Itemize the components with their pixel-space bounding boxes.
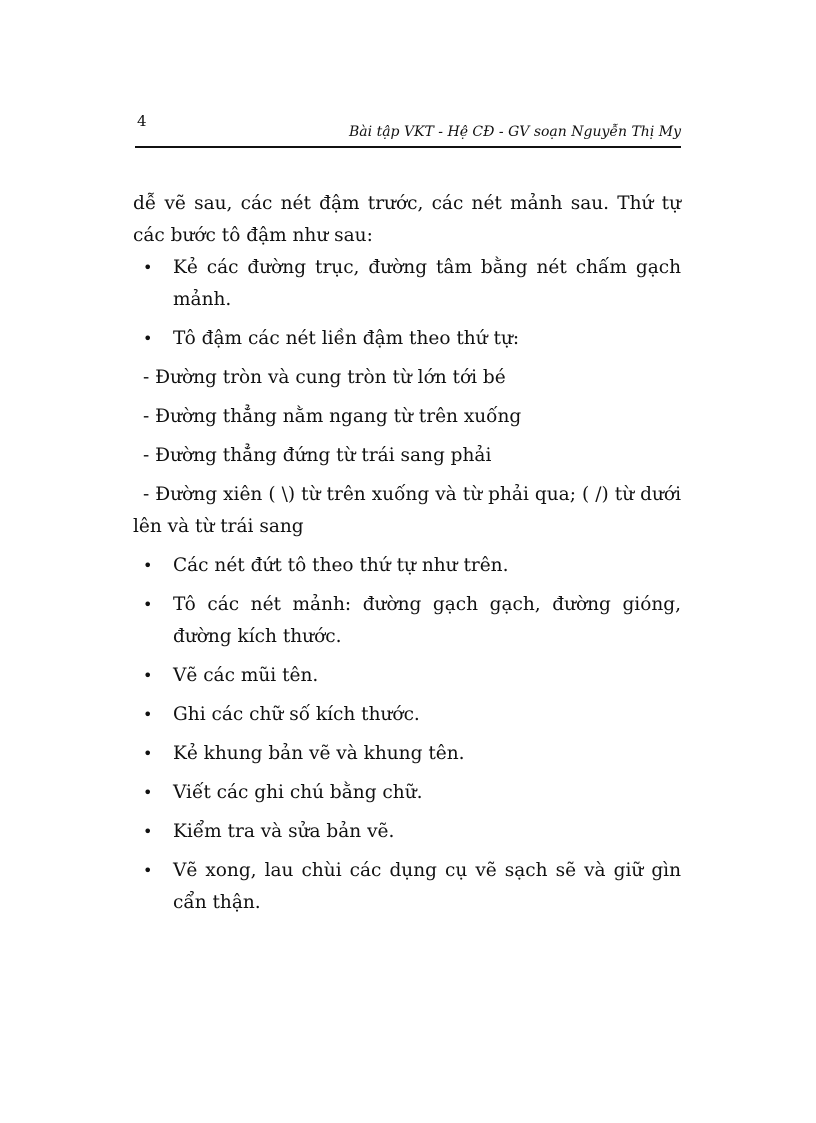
dash-item: - Đường tròn và cung tròn từ lớn tới bé	[143, 367, 506, 388]
bullet-item	[133, 550, 681, 582]
dash-item: - Đường xiên ( \) từ trên xuống và từ phải qua; ( /) từ dưới lên và từ trái sang	[133, 484, 681, 537]
bullet-text: Kiểm tra và sửa bản vẽ.	[173, 821, 395, 842]
bullet-text: Vẽ xong, lau chùi các dụng cụ vẽ sạch sẽ và giữ gìn cẩn thận.	[173, 860, 681, 913]
bullet-icon: •	[143, 258, 153, 277]
bullet-text: Kẻ các đường trục, đường tâm bằng nét chấm gạch mảnh.	[173, 257, 681, 310]
bullet-text: Tô đậm các nét liền đậm theo thứ tự:	[173, 328, 520, 349]
bullet-text: Tô các nét mảnh: đường gạch gạch, đường gióng, đường kích thước.	[173, 594, 681, 647]
bullet-item	[133, 699, 681, 731]
bullet-text: Vẽ các mũi tên.	[173, 665, 319, 686]
bullet-icon: •	[143, 822, 153, 841]
body-text	[133, 188, 681, 926]
bullet-text: Kẻ khung bản vẽ và khung tên.	[173, 743, 465, 764]
bullet-icon: •	[143, 556, 153, 575]
bullet-icon: •	[143, 666, 153, 685]
bullet-text: Viết các ghi chú bằng chữ.	[173, 782, 423, 803]
bullet-item	[133, 738, 681, 770]
bullet-icon: •	[143, 861, 153, 880]
bullet-item	[133, 660, 681, 692]
dash-item: - Đường thẳng nằm ngang từ trên xuống	[143, 406, 522, 427]
page-number: 4	[137, 112, 147, 130]
bullet-item	[133, 777, 681, 809]
header-rule	[135, 146, 681, 148]
bullet-item	[133, 855, 681, 919]
bullet-item	[133, 816, 681, 848]
running-title: Bài tập VKT - Hệ CĐ - GV soạn Nguyễn Thị My	[349, 124, 681, 140]
bullet-icon: •	[143, 783, 153, 802]
bullet-item	[133, 589, 681, 653]
bullet-icon: •	[143, 329, 153, 348]
page-header	[135, 112, 681, 152]
bullet-icon: •	[143, 705, 153, 724]
bullet-item	[133, 252, 681, 316]
intro-paragraph: dễ vẽ sau, các nét đậm trước, các nét mảnh sau. Thứ tự các bước tô đậm như sau:	[133, 193, 681, 246]
bullet-text: Các nét đứt tô theo thứ tự như trên.	[173, 555, 509, 576]
bullet-item	[133, 323, 681, 355]
bullet-icon: •	[143, 744, 153, 763]
dash-item: - Đường thẳng đứng từ trái sang phải	[143, 445, 492, 466]
bullet-text: Ghi các chữ số kích thước.	[173, 704, 420, 725]
bullet-icon: •	[143, 595, 153, 614]
